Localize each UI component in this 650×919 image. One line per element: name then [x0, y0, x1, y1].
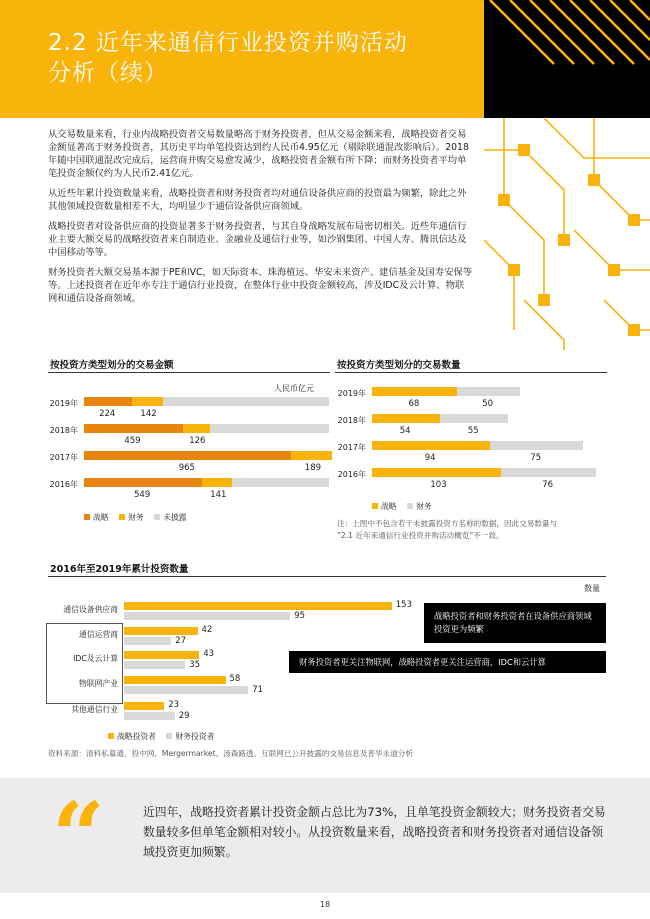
- value-label-strategic: 42: [201, 625, 213, 635]
- value-label-financial: 95: [294, 611, 306, 621]
- bar-undisclosed: [210, 424, 329, 433]
- paragraph: 从交易数量来看，行业内战略投资者交易数量略高于财务投资者，但从交易金额来看，战略投资者交易金额显著高于财务投资者，其历史平均单笔投资达到约人民币4.95亿元（剔除联通混改影响后）。2018年随中国联通混改完成后，运营商并购交易愈发减少，战略投资者金额有所下降；而财务投资者平均单笔投资金额仅约为人民币2.41亿元。: [48, 129, 469, 179]
- legend-label: 战略: [381, 502, 397, 511]
- bar-strategic: [372, 387, 457, 396]
- bar-strategic: [124, 676, 226, 684]
- value-label-financial: 141: [210, 490, 227, 500]
- y-axis-label: 2018年: [49, 426, 78, 435]
- legend-item: [119, 513, 144, 522]
- cumulative-chart-title: 2016年至2019年累计投资数量: [50, 564, 189, 575]
- value-label-financial: 29: [178, 711, 190, 721]
- y-axis-label: 2016年: [49, 480, 78, 489]
- bar-strategic: [372, 468, 501, 477]
- value-label-strategic: 224: [99, 409, 116, 419]
- bar-financial: [124, 637, 171, 645]
- source-note: 资料来源：清科私募通、投中网、Mergermarket、汤森路透、互联网已公开披露的交易信息及普华永道分析: [48, 749, 413, 758]
- value-label-strategic: 58: [229, 674, 241, 684]
- legend-label: 战略: [93, 513, 109, 522]
- count-chart-title: 按投资方类型划分的交易数量: [337, 360, 461, 371]
- bar-strategic: [124, 651, 199, 659]
- callout-supplier: 战略投资者和财务投资者在设备供应商领域投资更为频繁: [424, 603, 606, 643]
- legend-swatch: [372, 503, 378, 509]
- y-axis-label: 2017年: [49, 453, 78, 462]
- legend-item: [372, 502, 397, 511]
- value-label-financial: 35: [189, 660, 201, 670]
- bar-financial: [202, 478, 232, 487]
- value-label-financial: 75: [530, 453, 542, 463]
- count-chart-note: [337, 518, 617, 542]
- count-legend: [372, 501, 440, 512]
- value-label-strategic: 459: [124, 436, 141, 446]
- y-axis-label: 2019年: [49, 399, 78, 408]
- bar-financial: [132, 397, 163, 406]
- page-title-line1: 2.2 近年来通信行业投资并购活动: [48, 30, 408, 56]
- bar-strategic: [84, 478, 202, 487]
- legend-label: 财务: [416, 502, 432, 511]
- value-label-strategic: 54: [399, 426, 411, 436]
- bar-financial: [124, 612, 290, 620]
- y-axis-label: 2019年: [337, 389, 366, 398]
- note-line: 注：上图中不包含若干未披露投资方名称的数据，因此交易数量与: [337, 519, 558, 528]
- y-axis-label: 通信设备供应商: [63, 605, 118, 614]
- value-label-strategic: 68: [408, 399, 420, 409]
- bar-strategic: [84, 424, 183, 433]
- amount-legend: [84, 512, 195, 523]
- legend-item: [407, 502, 432, 511]
- callout-operator: 财务投资者更关注物联网，战略投资者更关注运营商，IDC和云计算: [289, 651, 606, 673]
- cumulative-unit: 数量: [584, 584, 600, 593]
- page-title-line2: 分析（续）: [48, 60, 168, 86]
- amount-chart-rule: [48, 372, 330, 373]
- bar-strategic: [124, 627, 198, 635]
- quote-text: 近四年，战略投资者累计投资金额占总比为73%，且单笔投资金额较大；财务投资者交易数量较多但单笔金额相对较小。从投资数量来看，战略投资者和财务投资者对通信设备领域投资更加频繁。: [143, 805, 606, 859]
- legend-item: [154, 513, 186, 522]
- legend-swatch: [84, 514, 90, 520]
- page-title: [48, 28, 408, 88]
- y-axis-label: 2018年: [337, 416, 366, 425]
- bar-strategic: [372, 414, 440, 423]
- paragraph: 从近些年累计投资数量来看，战略投资者和财务投资者均对通信设备供应商的投资最为频繁，除此之外其他领域投资数量相差不大，均明显少于通信设备供应商领域。: [48, 188, 467, 212]
- value-label-strategic: 153: [395, 600, 412, 610]
- legend-swatch: [407, 503, 413, 509]
- page-number: 18: [319, 900, 331, 909]
- quote-mark-icon: “: [52, 782, 105, 890]
- cumulative-chart-rule: [48, 576, 606, 577]
- bar-financial: [124, 661, 185, 669]
- value-label-strategic: 103: [430, 480, 447, 490]
- bar-strategic: [124, 602, 392, 610]
- value-label-financial: 50: [482, 399, 494, 409]
- count-chart-rule: [335, 372, 607, 373]
- value-label-financial: 142: [140, 409, 157, 419]
- bar-financial: [124, 712, 175, 720]
- bar-strategic: [84, 397, 132, 406]
- legend-item: [108, 732, 156, 741]
- y-axis-label: 物联网产业: [79, 679, 118, 688]
- legend-label: 财务投资者: [175, 732, 215, 741]
- bar-strategic: [124, 702, 164, 710]
- bar-financial: [124, 686, 248, 694]
- value-label-strategic: 43: [203, 649, 215, 659]
- value-label-financial: 126: [189, 436, 206, 446]
- value-label-strategic: 549: [134, 490, 151, 500]
- legend-label: 未披露: [163, 513, 187, 522]
- value-label-financial: 189: [304, 463, 322, 473]
- bar-undisclosed: [232, 478, 329, 487]
- bar-financial: [440, 414, 509, 423]
- y-axis-label: 通信运营商: [79, 630, 118, 639]
- value-label-financial: 76: [542, 480, 554, 490]
- bar-strategic: [372, 441, 490, 450]
- bar-financial: [501, 468, 596, 477]
- bar-financial: [183, 424, 210, 433]
- legend-label: 战略投资者: [117, 732, 156, 741]
- cumulative-legend: [108, 731, 222, 742]
- y-axis-label: 2017年: [337, 443, 366, 452]
- note-line: “2.1 近年来通信行业投资并购活动概览”不一致。: [337, 531, 504, 540]
- amount-chart-title: 按投资方类型划分的交易金额: [50, 360, 174, 371]
- legend-swatch: [154, 514, 160, 520]
- legend-swatch: [119, 514, 125, 520]
- bar-strategic: [84, 451, 291, 460]
- bar-financial: [457, 387, 520, 396]
- legend-label: 财务: [128, 513, 144, 522]
- value-label-strategic: 965: [178, 463, 195, 473]
- value-label-strategic: 94: [424, 453, 436, 463]
- value-label-strategic: 23: [168, 700, 180, 710]
- legend-item: [166, 732, 214, 741]
- value-label-financial: 27: [175, 636, 187, 646]
- y-axis-label: 其他通信行业: [71, 705, 118, 714]
- legend-swatch: [108, 733, 114, 739]
- legend-swatch: [166, 733, 172, 739]
- value-label-financial: 55: [467, 426, 479, 436]
- paragraph: 战略投资者对设备供应商的投资显著多于财务投资者，与其自身战略发展布局密切相关。近些年通信行业主要大额交易的战略投资者来自制造业、金融业及通信行业等，如沙钢集团、中国人寿、腾讯信达及中国移动等等。: [48, 221, 467, 258]
- circuit-pattern: [484, 0, 650, 350]
- body-text: [48, 128, 473, 312]
- y-axis-label: 2016年: [337, 470, 366, 479]
- legend-item: [84, 513, 109, 522]
- paragraph: 财务投资者大额交易基本源于PE和VC，如天际资本、珠海植远、华安未来资产、建信基金及国寿安保等等。上述投资者在近年亦专注于通信行业投资，在整体行业中投资金额较高，涉及IDC及云计算、物联网和通信设备商领域。: [48, 267, 473, 304]
- bar-undisclosed: [163, 397, 329, 406]
- value-label-financial: 71: [252, 685, 264, 695]
- amount-unit: 人民币亿元: [274, 384, 314, 393]
- bar-financial: [490, 441, 584, 450]
- y-axis-label: IDC及云计算: [73, 654, 118, 663]
